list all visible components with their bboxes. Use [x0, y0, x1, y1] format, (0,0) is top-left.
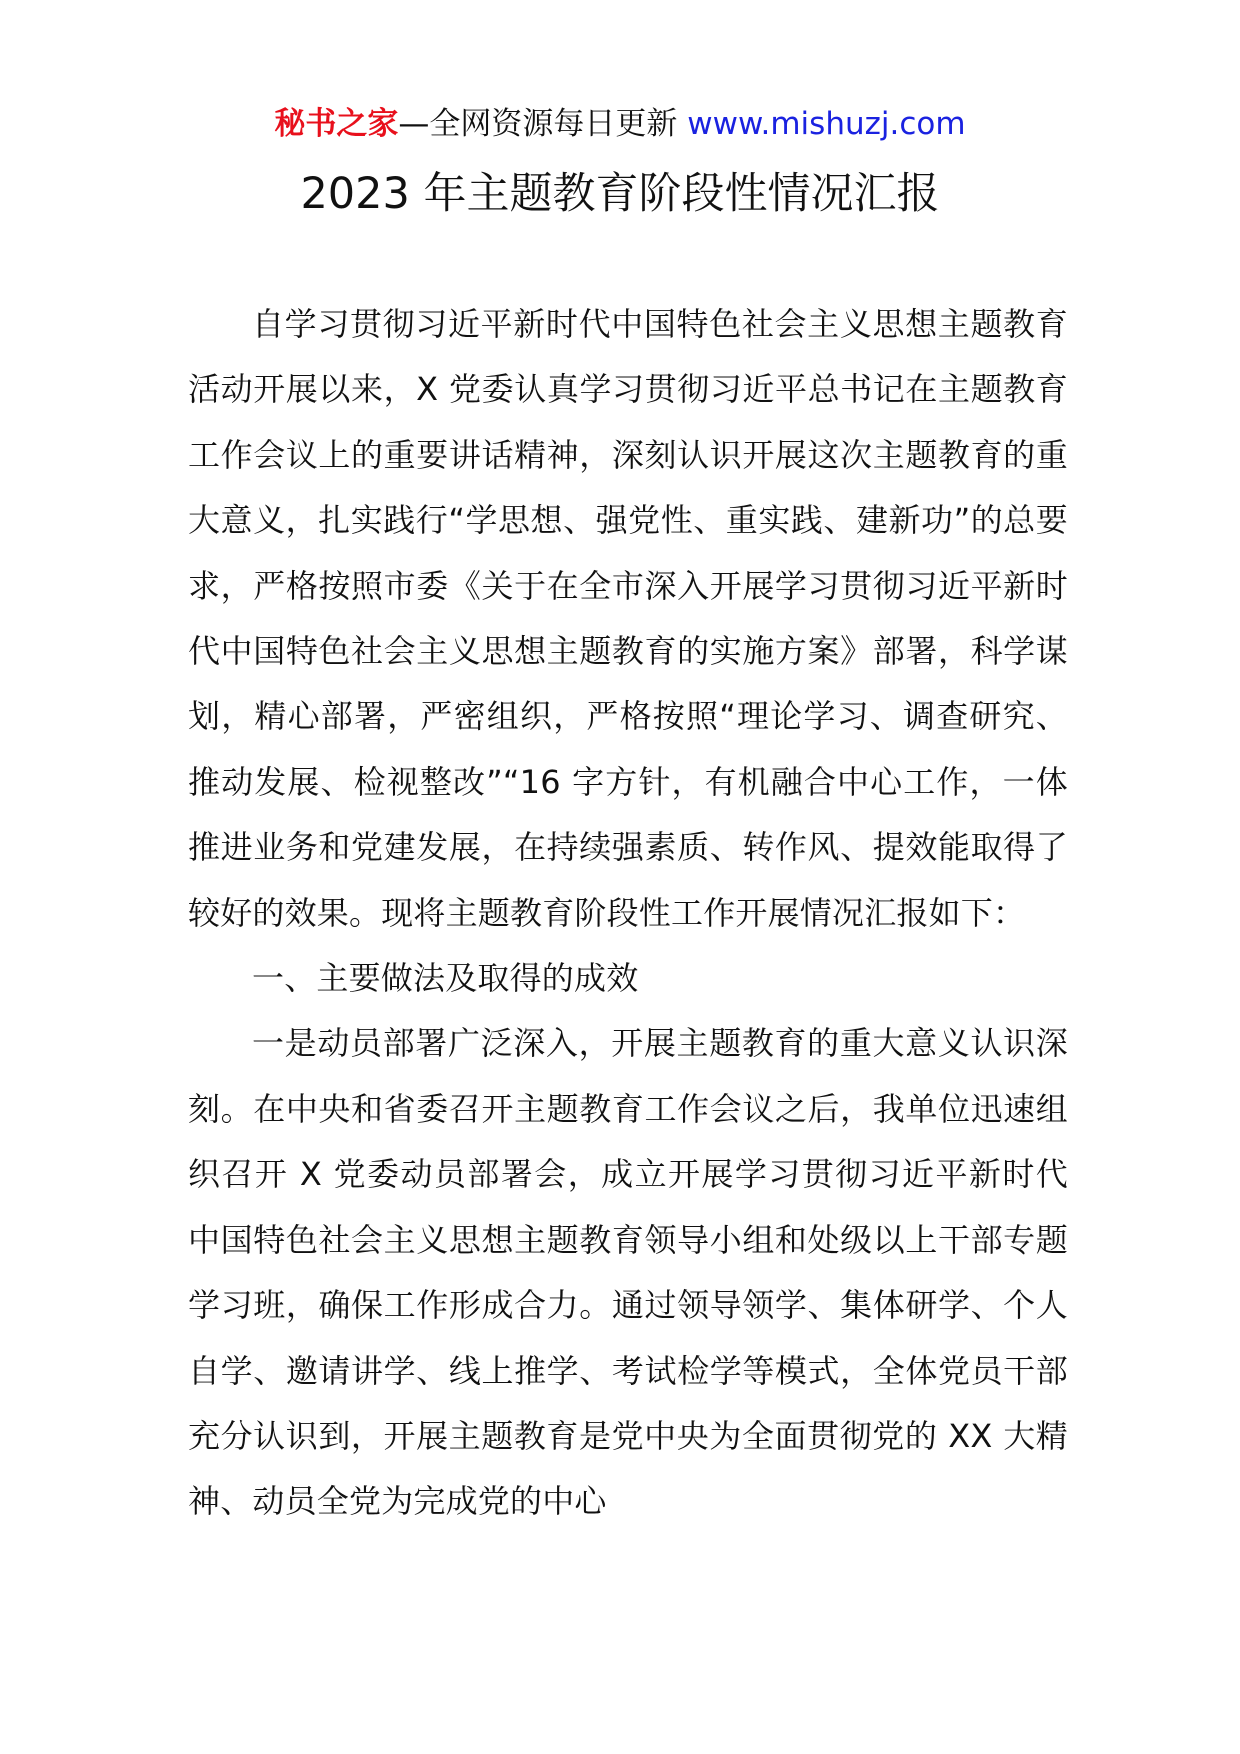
- document-body: [188, 292, 1068, 1535]
- section-heading: 一、主要做法及取得的成效: [252, 959, 639, 998]
- body-paragraph: 一是动员部署广泛深入，开展主题教育的重大意义认识深刻。在中央和省委召开主题教育工作会议之后，我单位迅速组织召开 X 党委动员部署会，成立开展学习贯彻习近平新时代中国特色社会主义思想主题教育领导小组和处级以上干部专题学习班，确保工作形成合力。通过领导领学、集体研学、个人自学、邀请讲学、线上推学、考试检学等模式，全体党员干部充分认识到，开展主题教育是党中央为全面贯彻党的 XX 大精神、动员全党为完成党的中心: [188, 1024, 1068, 1521]
- banner-tagline: —全网资源每日更新: [398, 106, 688, 142]
- site-banner: [0, 104, 1240, 144]
- intro-paragraph: 自学习贯彻习近平新时代中国特色社会主义思想主题教育活动开展以来，X 党委认真学习贯彻习近平总书记在主题教育工作会议上的重要讲话精神，深刻认识开展这次主题教育的重大意义，扎实践行“学思想、强党性、重实践、建新功”的总要求，严格按照市委《关于在全市深入开展学习贯彻习近平新时代中国特色社会主义思想主题教育的实施方案》部署，科学谋划，精心部署，严密组织，严格按照“理论学习、调查研究、推动发展、检视整改”“16 字方针，有机融合中心工作，一体推进业务和党建发展，在持续强素质、转作风、提效能取得了较好的效果。现将主题教育阶段性工作开展情况汇报如下：: [188, 305, 1068, 932]
- document-title: 2023 年主题教育阶段性情况汇报: [300, 169, 940, 219]
- brand-name: 秘书之家: [274, 106, 399, 142]
- site-link[interactable]: www.mishuzj.com: [687, 106, 966, 142]
